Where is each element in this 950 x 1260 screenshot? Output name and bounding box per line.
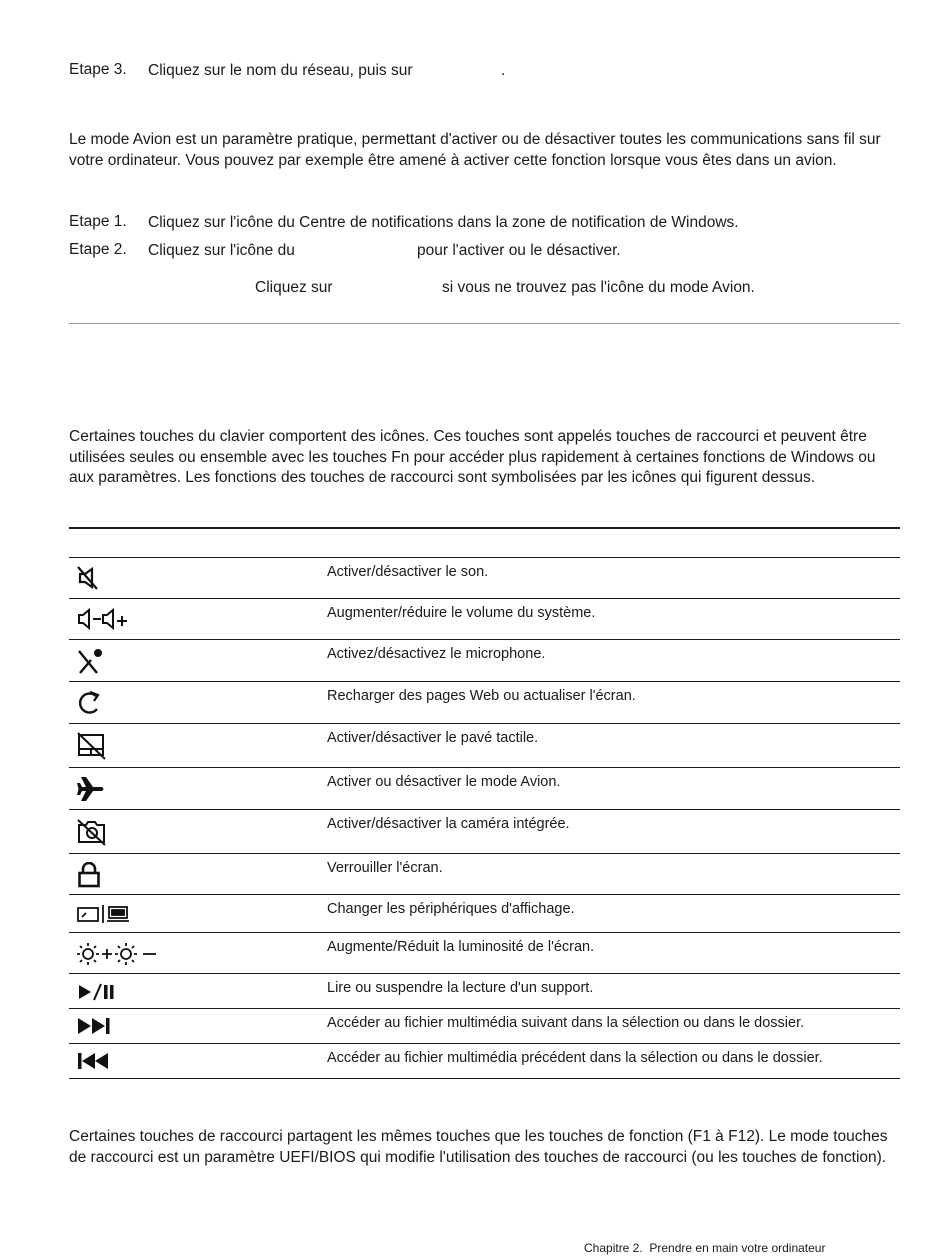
row-description: Activez/désactivez le microphone. — [327, 646, 546, 662]
footer-title: Prendre en main votre ordinateur — [649, 1241, 826, 1255]
row-description: Verrouiller l'écran. — [327, 860, 443, 876]
display-switch-icon — [77, 903, 133, 925]
mute-icon — [77, 566, 103, 590]
section-divider — [69, 323, 900, 324]
table-header — [69, 529, 900, 558]
table-row — [69, 854, 900, 895]
row-description: Accéder au fichier multimédia précédent dans la sélection ou dans le dossier. — [327, 1050, 823, 1066]
lock-icon — [77, 862, 101, 888]
volume-icon — [77, 607, 151, 631]
table-row — [69, 895, 900, 933]
table-row — [69, 599, 900, 640]
step-text: Cliquez sur l'icône du — [148, 242, 295, 259]
table-row — [69, 1009, 900, 1044]
row-description: Activer/désactiver le son. — [327, 564, 489, 580]
footer-chapter: Chapitre 2. — [584, 1241, 643, 1255]
airplane-icon — [77, 776, 105, 802]
row-description: Activer/désactiver le pavé tactile. — [327, 730, 539, 746]
mic-mute-icon — [77, 648, 105, 674]
row-description: Lire ou suspendre la lecture d'un support. — [327, 980, 594, 996]
table-row — [69, 682, 900, 724]
table-row — [69, 724, 900, 768]
hotkeys-intro: Certaines touches du clavier comportent des icônes. Ces touches sont appelés touches de raccourci et peuvent être utilisées seules ou ensemble avec les touches Fn pour accéder plus rapidement à certaines fonctions de Windows ou aux paramètres. Les fonctions des touches de raccourci sont symbolisées par les icônes qui figurent dessus. — [69, 428, 876, 486]
airplane-intro: Le mode Avion est un paramètre pratique, permettant d'activer ou de désactiver toutes les communications sans fil sur votre ordinateur. Vous pouvez par exemple être amené à activer cette fonction lorsque vous êtes dans un avion. — [69, 131, 881, 169]
table-row — [69, 810, 900, 854]
row-description: Augmenter/réduire le volume du système. — [327, 605, 596, 621]
note-text: si vous ne trouvez pas l'icône du mode Avion. — [442, 279, 755, 296]
hotkeys-table — [69, 527, 900, 1079]
camera-off-icon — [77, 818, 107, 846]
table-row — [69, 558, 900, 599]
table-row — [69, 933, 900, 974]
row-description: Augmente/Réduit la luminosité de l'écran. — [327, 939, 595, 955]
play-pause-icon — [77, 983, 117, 1001]
step-label: Etape 3. — [69, 61, 127, 78]
refresh-icon — [77, 690, 103, 716]
next-track-icon — [77, 1017, 117, 1035]
table-row — [69, 768, 900, 810]
row-description: Activer ou désactiver le mode Avion. — [327, 774, 561, 790]
row-description: Activer/désactiver la caméra intégrée. — [327, 816, 570, 832]
step-text: pour l'activer ou le désactiver. — [417, 242, 621, 259]
step-label: Etape 2. — [69, 241, 127, 258]
step-text-end: . — [501, 62, 506, 79]
table-row — [69, 974, 900, 1009]
note-text: Cliquez sur — [255, 279, 333, 296]
row-description: Changer les périphériques d'affichage. — [327, 901, 575, 917]
fn-keys-note: Certaines touches de raccourci partagent les mêmes touches que les touches de fonction (F1 à F12). Le mode touches de raccourci est un paramètre UEFI/BIOS qui modifie l'utilisation des touches de raccourci (ou les touches de fonction). — [69, 1128, 888, 1166]
brightness-icon — [77, 941, 161, 967]
step-text: Cliquez sur l'icône du Centre de notifications dans la zone de notification de Windows. — [148, 214, 739, 231]
row-description: Accéder au fichier multimédia suivant dans la sélection ou dans le dossier. — [327, 1015, 805, 1031]
table-row — [69, 640, 900, 682]
table-row — [69, 1044, 900, 1079]
touchpad-off-icon — [77, 732, 107, 760]
previous-track-icon — [77, 1052, 117, 1070]
row-description: Recharger des pages Web ou actualiser l'écran. — [327, 688, 636, 704]
page-footer — [584, 1241, 825, 1255]
step-label: Etape 1. — [69, 213, 127, 230]
step-text: Cliquez sur le nom du réseau, puis sur — [148, 62, 413, 79]
